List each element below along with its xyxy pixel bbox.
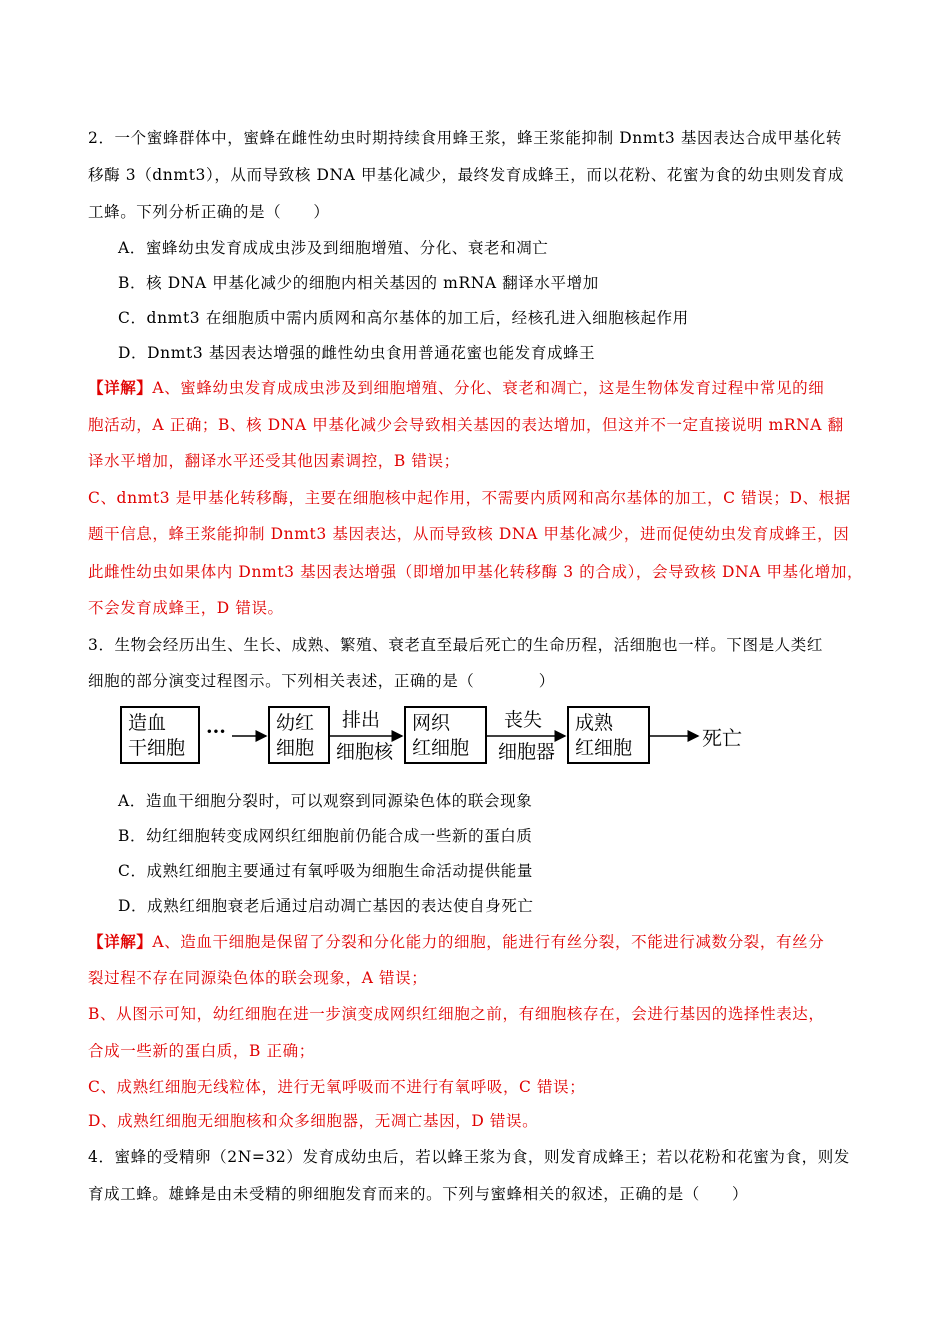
q2-stem-line-2: 移酶 3（dnmt3），从而导致核 DNA 甲基化减少，最终发育成蜂王，而以花粉、花蜜为食的幼虫则发育成 xyxy=(88,166,844,184)
q3-analysis-line-4: 合成一些新的蛋白质，B 正确； xyxy=(88,1042,315,1060)
q2-analysis-line-2: 胞活动，A 正确；B、核 DNA 甲基化减少会导致相关基因的表达增加，但这并不一定直接说明 mRNA 翻 xyxy=(88,416,844,434)
q3-stem-line-2: 细胞的部分演变过程图示。下列相关表述，正确的是（ ） xyxy=(88,672,555,690)
q3-analysis-text: A、造血干细胞是保留了分裂和分化能力的细胞，能进行有丝分裂，不能进行减数分裂，有丝分 xyxy=(152,933,825,951)
arrow2-label-top: 排出 xyxy=(342,709,381,731)
q3-analysis-line-5: C、成熟红细胞无线粒体，进行无氧呼吸而不进行有氧呼吸，C 错误； xyxy=(88,1078,586,1096)
box1-line1: 造血 xyxy=(128,712,167,734)
q2-analysis-line-7: 不会发育成蜂王，D 错误。 xyxy=(88,599,284,617)
q2-option-d: D．Dnmt3 基因表达增强的雌性幼虫食用普通花蜜也能发育成蜂王 xyxy=(118,344,596,362)
q3-stem-line-1: 3．生物会经历出生、生长、成熟、繁殖、衰老直至最后死亡的生命历程，活细胞也一样。下图是人类红 xyxy=(88,636,823,654)
ellipsis: ··· xyxy=(206,721,226,743)
reticulocyte-box xyxy=(404,706,487,764)
q2-option-c: C．dnmt3 在细胞质中需内质网和高尔基体的加工后，经核孔进入细胞核起作用 xyxy=(118,309,689,327)
mature-red-blood-cell-box xyxy=(567,706,650,764)
q3-option-d: D．成熟红细胞衰老后通过启动凋亡基因的表达使自身死亡 xyxy=(118,897,534,915)
q2-analysis-line-3: 译水平增加，翻译水平还受其他因素调控，B 错误； xyxy=(88,452,460,470)
box3-line2: 红细胞 xyxy=(412,737,470,759)
q2-analysis-tag: 【详解】 xyxy=(88,378,153,397)
q3-analysis-line-1 xyxy=(88,932,868,952)
death-label: 死亡 xyxy=(702,726,742,750)
q2-stem-line-1: 2．一个蜜蜂群体中，蜜蜂在雌性幼虫时期持续食用蜂王浆，蜂王浆能抑制 Dnmt3 基因表达合成甲基化转 xyxy=(88,129,842,147)
q3-option-a: A．造血干细胞分裂时，可以观察到同源染色体的联会现象 xyxy=(118,792,533,810)
box4-line2: 红细胞 xyxy=(575,737,633,759)
q2-analysis-line-6: 此雌性幼虫如果体内 Dnmt3 基因表达增强（即增加甲基化转移酶 3 的合成），会导致核 DNA 甲基化增加， xyxy=(88,563,864,581)
q3-analysis-tag: 【详解】 xyxy=(88,932,153,951)
q3-option-c: C．成熟红细胞主要通过有氧呼吸为细胞生命活动提供能量 xyxy=(118,862,533,880)
q2-option-b: B．核 DNA 甲基化减少的细胞内相关基因的 mRNA 翻译水平增加 xyxy=(118,274,599,292)
box4-line1: 成熟 xyxy=(575,712,614,734)
red-blood-cell-flow-diagram xyxy=(120,706,760,770)
q3-analysis-line-2: 裂过程不存在同源染色体的联会现象，A 错误； xyxy=(88,969,428,987)
q2-stem-line-3: 工蜂。下列分析正确的是（ ） xyxy=(88,203,330,221)
arrow2-label-bottom: 细胞核 xyxy=(336,741,394,763)
box3-line1: 网织 xyxy=(412,712,451,734)
box2-line2: 细胞 xyxy=(276,737,315,759)
q2-analysis-line-5: 题干信息，蜂王浆能抑制 Dnmt3 基因表达，从而导致核 DNA 甲基化减少，进而促使幼虫发育成蜂王，因 xyxy=(88,525,850,543)
arrow3-label-bottom: 细胞器 xyxy=(498,741,556,763)
box1-line2: 干细胞 xyxy=(128,737,186,759)
q3-analysis-line-3: B、从图示可知，幼红细胞在进一步演变成网织红细胞之前，有细胞核存在，会进行基因的选择性表达， xyxy=(88,1005,825,1023)
q2-analysis-line-4: C、dnmt3 是甲基化转移酶，主要在细胞核中起作用，不需要内质网和高尔基体的加工，C 错误；D、根据 xyxy=(88,489,851,507)
q4-stem-line-1: 4．蜜蜂的受精卵（2N=32）发育成幼虫后，若以蜂王浆为食，则发育成蜂王；若以花粉和花蜜为食，则发 xyxy=(88,1148,850,1166)
q3-option-b: B．幼红细胞转变成网织红细胞前仍能合成一些新的蛋白质 xyxy=(118,827,533,845)
arrow3-label-top: 丧失 xyxy=(504,709,543,731)
q2-option-a: A．蜜蜂幼虫发育成成虫涉及到细胞增殖、分化、衰老和凋亡 xyxy=(118,239,549,257)
q2-analysis-text: A、蜜蜂幼虫发育成成虫涉及到细胞增殖、分化、衰老和凋亡，这是生物体发育过程中常见的细 xyxy=(152,379,825,397)
q4-stem-line-2: 育成工蜂。雄蜂是由未受精的卵细胞发育而来的。下列与蜜蜂相关的叙述，正确的是（ ） xyxy=(88,1185,749,1203)
box2-line1: 幼红 xyxy=(276,712,315,734)
erythroblast-box xyxy=(268,706,330,764)
q2-analysis-line-1 xyxy=(88,378,868,398)
q3-analysis-line-6: D、成熟红细胞无细胞核和众多细胞器，无凋亡基因，D 错误。 xyxy=(88,1112,539,1130)
